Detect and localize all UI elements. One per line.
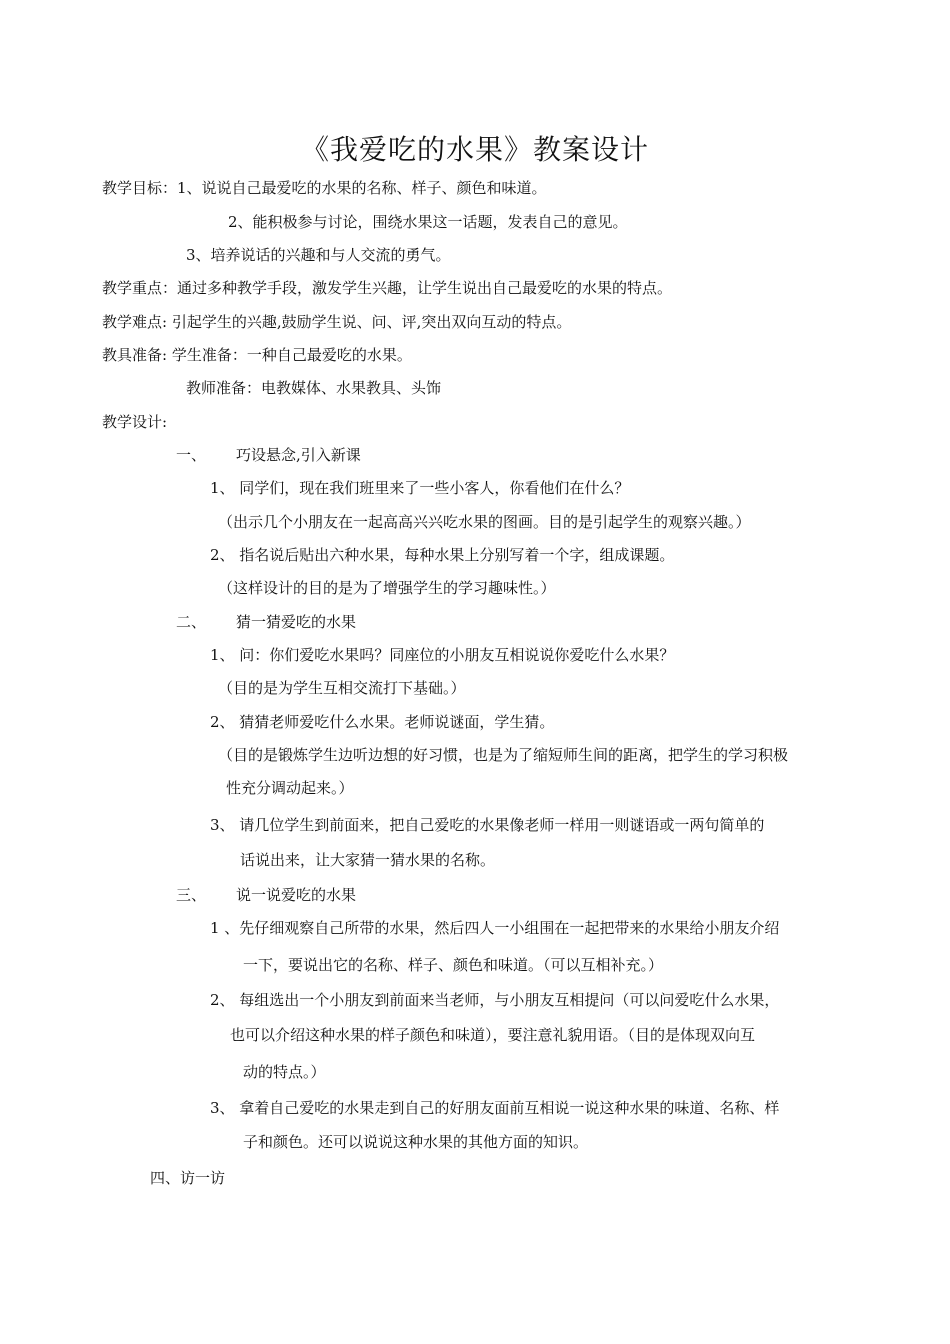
section-2-line-2: （目的是为学生互相交流打下基础。） <box>218 679 466 697</box>
section-1-line-2: （出示几个小朋友在一起高高兴兴吃水果的图画。目的是引起学生的观察兴趣。） <box>218 513 751 531</box>
design-label: 教学设计: <box>102 413 168 431</box>
section-3-line-3: 2、 每组选出一个小朋友到前面来当老师，与小朋友互相提问（可以问爱吃什么水果， <box>210 991 780 1009</box>
section-2-line-1: 1、 问：你们爱吃水果吗？同座位的小朋友互相说说你爱吃什么水果？ <box>210 646 675 664</box>
section-3-line-1: 1 、先仔细观察自己所带的水果，然后四人一小组围在一起把带来的水果给小朋友介绍 <box>210 919 780 937</box>
objective-item-2: 2、能积极参与讨论，围绕水果这一话题，发表自己的意见。 <box>228 213 628 231</box>
preparation-teacher: 教师准备：电教媒体、水果教具、头饰 <box>186 379 442 397</box>
section-3-line-4: 也可以介绍这种水果的样子颜色和味道），要注意礼貌用语。（目的是体现双向互 <box>230 1026 756 1044</box>
section-2-line-6: 3、 请几位学生到前面来，把自己爱吃的水果像老师一样用一则谜语或一两句简单的 <box>210 816 765 834</box>
section-2-heading: 猜一猜爱吃的水果 <box>236 613 357 631</box>
objective-item-3: 3、培养说话的兴趣和与人交流的勇气。 <box>186 246 451 264</box>
preparation-student: 教具准备: 学生准备：一种自己最爱吃的水果。 <box>102 346 412 364</box>
objectives-line-1 <box>102 178 547 198</box>
section-1-line-3: 2、 指名说后贴出六种水果，每种水果上分别写着一个字，组成课题。 <box>210 546 675 564</box>
section-4-heading: 四、访一访 <box>150 1169 226 1187</box>
key-point: 教学重点：通过多种教学手段，激发学生兴趣，让学生说出自己最爱吃的水果的特点。 <box>102 279 673 297</box>
section-2-line-5: 性充分调动起来。） <box>226 779 354 797</box>
section-3-numeral: 三、 <box>176 886 207 904</box>
section-3-heading: 说一说爱吃的水果 <box>236 886 357 904</box>
objectives-label: 教学目标： <box>102 179 178 197</box>
section-2-line-4: （目的是锻炼学生边听边想的好习惯，也是为了缩短师生间的距离，把学生的学习积极 <box>218 746 789 764</box>
section-3-line-2: 一下，要说出它的名称、样子、颜色和味道。（可以互相补充。） <box>243 956 664 974</box>
section-2-line-3: 2、 猜猜老师爱吃什么水果。老师说谜面，学生猜。 <box>210 713 555 731</box>
section-1-line-4: （这样设计的目的是为了增强学生的学习趣味性。） <box>218 579 556 597</box>
section-1-numeral: 一、 <box>176 446 207 464</box>
objective-item-1: 1、说说自己最爱吃的水果的名称、样子、颜色和味道。 <box>177 179 547 197</box>
section-1-line-1: 1、 同学们，现在我们班里来了一些小客人，你看他们在什么？ <box>210 479 630 497</box>
document-title: 《我爱吃的水果》教案设计 <box>300 133 649 166</box>
section-1-heading: 巧设悬念,引入新课 <box>236 446 361 464</box>
section-2-numeral: 二、 <box>176 613 207 631</box>
section-3-line-7: 子和颜色。还可以说说这种水果的其他方面的知识。 <box>243 1133 589 1151</box>
section-2-line-7: 话说出来，让大家猜一猜水果的名称。 <box>240 851 496 869</box>
section-3-line-5: 动的特点。） <box>243 1063 326 1081</box>
difficulty: 教学难点: 引起学生的兴趣,鼓励学生说、问、评,突出双向互动的特点。 <box>102 313 572 331</box>
section-3-line-6: 3、 拿着自己爱吃的水果走到自己的好朋友面前互相说一说这种水果的味道、名称、样 <box>210 1099 780 1117</box>
